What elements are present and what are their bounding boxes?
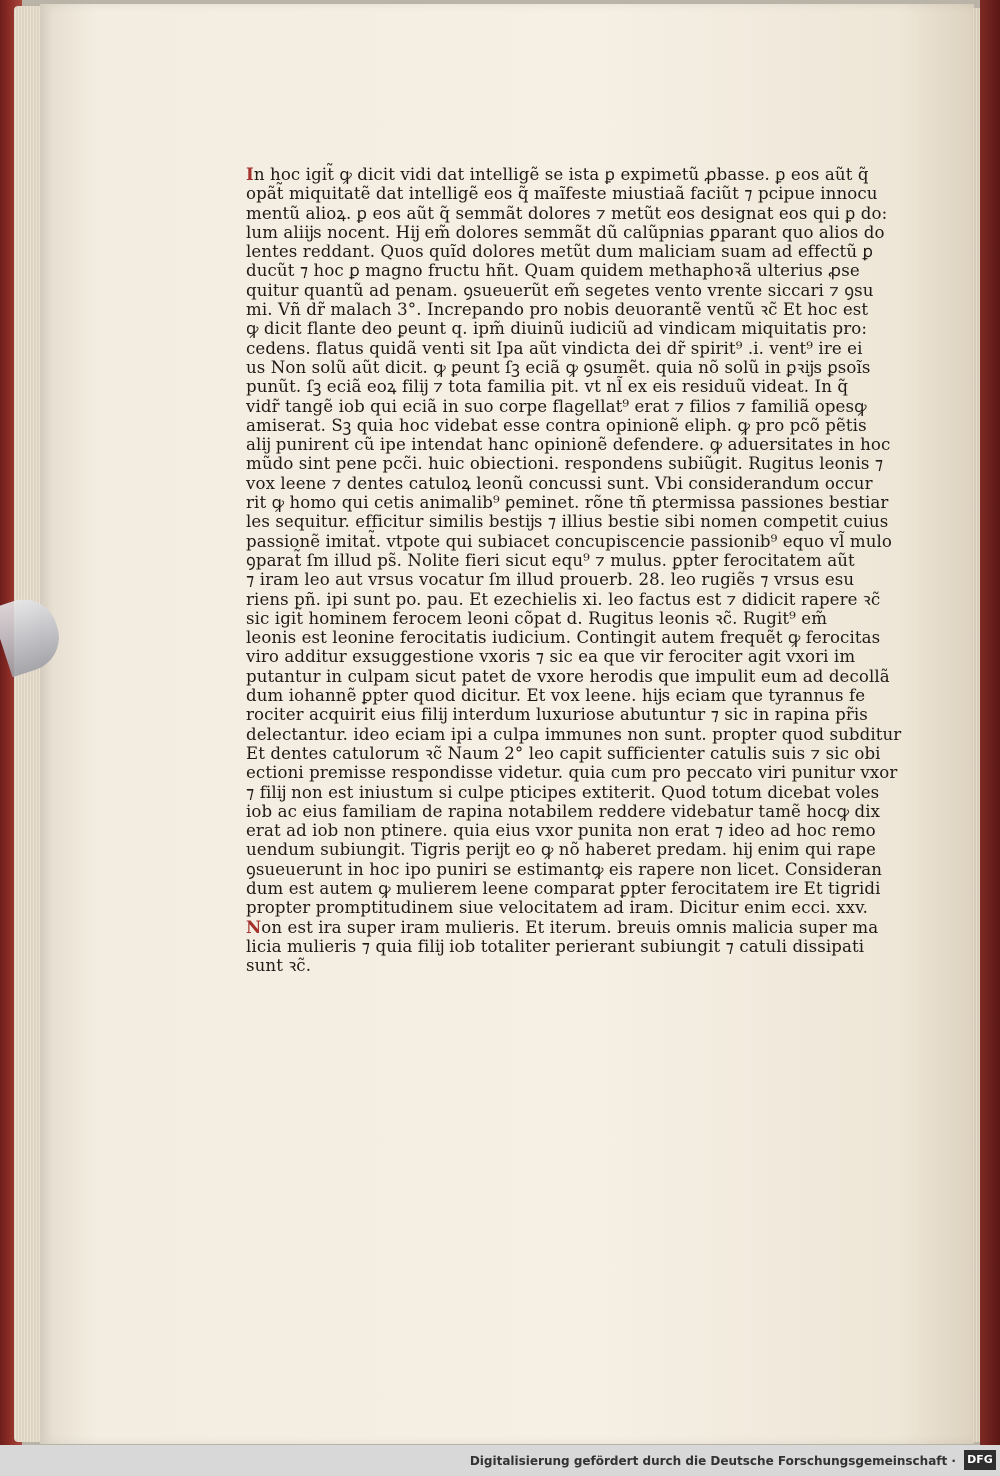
text-line [246,859,883,879]
text-line-content: passionẽ imitat̃. vtpote qui subiacet concupiscencie passionib⁹ equo vl̃ mulo [246,531,892,551]
text-line-content: mũdo sint pene pcc̃i. huic obiectioni. respondens subiũgit. Rugitus leonis ⁊ [246,454,884,474]
text-line-content: sic igit̃ hominem ferocem leoni cõpat d. Rugitus leonis ꝛc̃. Rugit⁹ em̃ [246,608,828,628]
text-line [246,898,868,918]
text-line-content: dum est autem ꝙ mulierem leene comparat ꝑpter ferocitatem ire Et tigridi [246,878,881,898]
text-line-content: ꝙ dicit flante deo ꝑeunt q. ipm̃ diuinũ iudiciũ ad vindicam miquitatis pro: [246,319,868,339]
text-line-content: n hoc igit̃ ꝙ dicit vidi dat intelligẽ se ista ꝑ expimetũ ꝓbasse. ꝑ eos aũt q̃ [253,165,869,184]
text-line [246,589,881,609]
text-line [246,357,871,377]
text-line [246,936,865,956]
text-line-content: ⁊ iram leo aut vrsus vocatur ſm illud prouerb. 28. leo rugiẽs ⁊ vrsus esu [246,570,855,590]
text-line [246,821,876,841]
text-line [246,261,860,281]
text-line [246,686,866,706]
text-line [246,743,881,763]
text-line [246,319,868,339]
text-line [246,454,884,474]
text-line [246,782,880,802]
rubricated-initial: I [246,164,254,184]
text-line [246,184,878,204]
text-line [246,435,891,455]
text-line [246,512,889,532]
text-line-content: delectantur. ideo eciam ipi a culpa immunes non sunt. propter quod subditur [246,724,902,744]
text-line [246,531,892,551]
text-line-content: les sequitur. efficitur similis bestĳs ⁊ illius bestie sibi nomen competit cuius [246,512,889,532]
text-line [246,415,867,435]
text-line [246,396,867,416]
text-line [246,300,869,320]
text-line-content: rociter acquirit eius filĳ interdum luxuriose abutuntur ⁊ sic in rapina pr̃is [246,705,868,725]
footer-bar [0,1445,1000,1476]
text-line-content: mentũ alioꝝ. ꝑ eos aũt q̃ semmãt dolores ⁊ metũt eos designat eos qui ꝑ do: [246,203,888,223]
text-line-content: iob ac eius familiam de rapina notabilem reddere videbatur tamẽ hocꝙ dix [246,801,881,821]
text-line-content: lum aliĳs nocent. Hĳ em̃ dolores semmãt dũ calũpnias ꝑparant quo alios do [246,222,885,242]
text-line [246,724,902,744]
text-line-content: punũt. ſꝫ eciã eoꝝ filĳ ⁊ tota familia pit. vt nl̃ ex eis residuũ videat. In q̃ [246,377,849,397]
text-line [246,628,881,648]
text-line [246,493,889,513]
text-line [246,203,888,223]
text-line-content: propter promptitudinem siue velocitatem ad iram. Dicitur enim ecci. xxv. [246,898,868,918]
text-line-content: ⁊ filĳ non est iniustum si culpe pticipes extiterit. Quod totum dicebat voles [246,782,880,802]
text-line-content: dum iohannẽ ꝑpter quod dicitur. Et vox leene. hĳs eciam que tyrannus fe [246,686,866,706]
printed-text-block [246,164,902,976]
text-line-content: cedens. flatus quidã venti sit Ipa aũt vindicta dei dr̃ spirit⁹ .i. vent⁹ ire ei [246,338,863,358]
text-line [246,164,869,184]
text-line-content: lentes reddant. Quos quĩd dolores metũt dum maliciam suam ad effectũ ꝑ [246,242,874,262]
text-line-content: sunt ꝛc̃. [246,956,312,976]
text-line-content: us Non solũ aũt dicit. ꝙ ꝑeunt ſꝫ eciã ꝙ ꝯsumẽt. quia nõ solũ in ꝑꝛĳs ꝑsoĩs [246,357,871,377]
text-line-content: rit ꝙ homo qui cetis animalib⁹ ꝑeminet. rõne tñ ꝑtermissa passiones bestiar [246,493,889,513]
text-line-content: amiserat. Sꝫ quia hoc videbat esse contra opinionẽ eliph. ꝙ pro pcõ pẽtis [246,415,867,435]
text-line [246,840,876,860]
text-line [246,377,856,396]
rubricated-initial: N [246,916,262,937]
text-line [246,473,873,493]
text-line [246,763,898,783]
text-line [246,551,856,570]
dfg-logo: DFG [964,1450,996,1470]
text-line-content: vidr̃ tangẽ iob qui eciã in suo corpe flagellat⁹ erat ⁊ filios ⁊ familiã opesꝙ [246,396,867,416]
text-line-content: opãt̃ miquitatẽ dat intelligẽ eos q̃ maĩfeste miustiaã faciũt ⁊ pcipue innocu [246,184,878,204]
text-line-content: leonis est leonine ferocitatis iudicium. Contingit autem frequẽt ꝙ ferocitas [246,628,881,648]
text-line-content: ꝯsueuerunt in hoc ipo puniri se estimantꝙ eis rapere non licet. Consideran [246,859,883,879]
text-line-content: licia mulieris ⁊ quia filĳ iob totaliter perierant subiungit ⁊ catuli dissipati [246,936,865,956]
text-line-content: putantur in culpam sicut patet de vxore herodis que impulit eum ad decollã [246,666,890,686]
text-line [246,878,881,898]
text-line [246,666,890,686]
text-line-content: riens pñ. ipi sunt po. pau. Et ezechielis xi. leo factus est ⁊ didicit rapere ꝛc̃ [246,589,881,609]
text-line [246,647,856,666]
text-line [246,280,874,300]
text-line-content: mi. Vñ dr̃ malach 3°. Increpando pro nobis deuorantẽ ventũ ꝛc̃ Et hoc est [246,300,869,320]
text-line-content: ectioni premisse respondisse videtur. quia cum pro peccato viri punitur vxor [246,763,898,783]
text-line [246,916,879,937]
text-line-content: uendum subiungit. Tigris perĳt eo ꝙ nõ haberet predam. hĳ enim qui rape [246,840,876,860]
text-line [246,705,868,725]
text-line-content: vox leene ⁊ dentes catuloꝝ leonũ concussi sunt. Vbi considerandum occur [246,473,873,493]
text-line-content: quitur quantũ ad penam. ꝯsueuerũt em̃ segetes vento vrente siccari ⁊ ꝯsu [246,280,874,300]
text-line [246,609,856,628]
text-line [246,242,874,262]
text-line [246,570,856,589]
text-line [246,338,863,358]
text-line-content: erat ad iob non ptinere. quia eius vxor punita non erat ⁊ ideo ad hoc remo [246,821,876,841]
text-line [246,801,881,821]
funding-credit: Digitalisierung gefördert durch die Deutsche Forschungsgemeinschaft · [469,1454,956,1468]
text-line-content: ꝯparat̃ ſm illud ps̃. Nolite fieri sicut equ⁹ ⁊ mulus. ꝑpter ferocitatem aũt [246,550,855,570]
text-line-content: alĳ punirent cũ ipe intendat hanc opinionẽ defendere. ꝙ aduersitates in hoc [246,435,891,455]
text-line-content: on est ira super iram mulieris. Et iterum. breuis omnis malicia super ma [261,917,879,937]
text-line-content: ducũt ⁊ hoc ꝑ magno fructu hñt. Quam quidem methaphoꝛã ulterius ꝓse [246,261,860,281]
text-line-content: viro additur exsuggestione vxoris ⁊ sic ea que vir ferociter agit vxori im [246,647,856,667]
binding-cover-right [980,0,1000,1445]
text-line [246,222,885,242]
text-line [246,956,856,975]
text-line-content: Et dentes catulorum ꝛc̃ Naum 2° leo capit sufficienter catulis suis ⁊ sic obi [246,743,881,763]
